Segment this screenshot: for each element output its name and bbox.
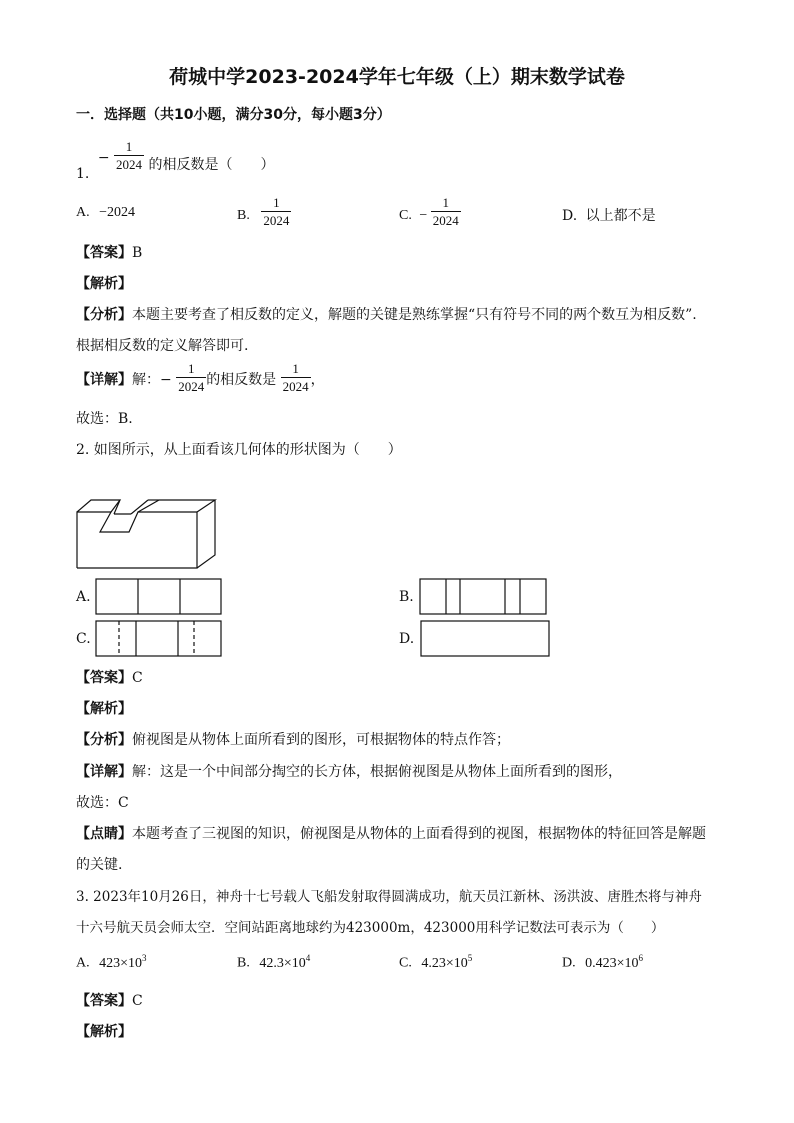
q2-option-c-label: C. — [76, 631, 91, 647]
q3-option-b — [237, 953, 310, 972]
solid-top-right — [159, 500, 215, 512]
q1-detail — [76, 360, 325, 395]
q1-option-b-den: 2024 — [263, 213, 290, 228]
answer-value: C — [132, 993, 143, 1009]
q2-comment — [76, 823, 706, 843]
q2-analysis-tag: 【解析】 — [76, 701, 132, 717]
section-heading: 一．选择题（共10小题，满分30分，每小题3分） — [76, 107, 391, 123]
q1-option-b — [237, 194, 291, 229]
detail-frac1-num: 1 — [187, 361, 195, 376]
q1-option-c-fraction — [431, 194, 461, 229]
detail-sign: − — [160, 371, 172, 388]
q1-option-b-fraction — [261, 194, 291, 229]
fenxi-tag: 【分析】 — [76, 732, 132, 748]
q1-fenxi-line2: 根据相反数的定义解答即可. — [76, 338, 249, 354]
answer-tag: 【答案】 — [76, 245, 132, 261]
q2-answer — [76, 667, 143, 687]
q2-solid-figure — [70, 495, 230, 575]
comment-text: 本题考查了三视图的知识，俯视图是从物体的上面看得到的视图，根据物体的特征回答是解题 — [132, 826, 706, 842]
comment-tag: 【点睛】 — [76, 826, 132, 842]
q1-fraction — [114, 138, 144, 173]
q1-number: 1. — [76, 165, 90, 182]
q2-option-d-label: D. — [399, 631, 415, 647]
fenxi-text: 俯视图是从物体上面所看到的图形，可根据物体的特点作答； — [132, 732, 510, 748]
detail-tag: 【详解】 — [76, 371, 132, 388]
answer-tag: 【答案】 — [76, 670, 132, 686]
q1-choose: 故选：B. — [76, 411, 133, 427]
detail-text: 解：这是一个中间部分掏空的长方体，根据俯视图是从物体上面所看到的图形， — [132, 764, 622, 780]
q1-option-a — [76, 205, 135, 221]
q1-fenxi — [76, 304, 697, 324]
q3-option-a-exp: 3 — [142, 953, 147, 963]
detail-tag: 【详解】 — [76, 764, 132, 780]
q3-option-c — [399, 953, 472, 972]
q1-analysis-tag: 【解析】 — [76, 276, 132, 292]
detail-frac1-den: 2024 — [178, 379, 205, 394]
q3-option-c-exp: 5 — [467, 953, 473, 963]
q1-option-d-label: D. — [562, 208, 578, 224]
q1-frac-den: 2024 — [116, 157, 142, 172]
q3-answer — [76, 990, 143, 1010]
q2-detail — [76, 761, 622, 781]
q1-option-a-value: −2024 — [99, 205, 136, 220]
answer-value: C — [132, 670, 143, 686]
q3-option-d-exp: 6 — [638, 953, 644, 963]
q3-option-d — [562, 953, 643, 972]
q2-choose: 故选：C — [76, 795, 129, 811]
q1-option-d — [562, 205, 656, 225]
page-title: 荷城中学2023-2024学年七年级（上）期末数学试卷 — [169, 66, 625, 88]
q1-option-b-label: B. — [237, 207, 250, 223]
q1-option-c-num: 1 — [442, 195, 449, 210]
answer-tag: 【答案】 — [76, 993, 132, 1009]
solid-front-face — [77, 512, 197, 568]
answer-value: B — [132, 245, 143, 261]
q2-comment-line2: 的关键. — [76, 857, 123, 873]
detail-fraction-2 — [281, 360, 311, 395]
detail-prefix: 解： — [132, 371, 160, 388]
detail-frac2-num: 1 — [292, 361, 299, 376]
q3-option-b-base: 42.3×10 — [259, 955, 306, 971]
q3-option-a-base: 423×10 — [99, 955, 143, 971]
q2-fenxi — [76, 729, 510, 749]
q3-option-a-label: A. — [76, 955, 90, 971]
q3-option-d-base: 0.423×10 — [585, 955, 639, 971]
detail-frac2-den: 2024 — [282, 379, 309, 394]
q1-option-b-num: 1 — [273, 195, 280, 210]
q3-option-c-label: C. — [399, 955, 412, 971]
fenxi-tag: 【分析】 — [76, 307, 132, 323]
q2-option-d-figure — [420, 620, 552, 658]
q3-option-c-base: 4.23×10 — [421, 955, 468, 971]
q1-option-c-sign: − — [419, 207, 428, 223]
q3-option-d-label: D. — [562, 955, 576, 971]
q1-option-c-den: 2024 — [432, 213, 459, 228]
q2-stem: 2. 如图所示，从上面看该几何体的形状图为（ ） — [76, 442, 402, 458]
q1-option-a-label: A. — [76, 205, 90, 220]
q1-stem — [76, 138, 275, 182]
fenxi-text: 本题主要考查了相反数的定义，解题的关键是熟练掌握“只有符号不同的两个数互为相反数”. — [132, 307, 697, 323]
q3-option-b-label: B. — [237, 955, 250, 971]
q3-stem-line2: 十六号航天员会师太空．空间站距离地球约为423000m，423000用科学记数法可表示为（ ） — [76, 920, 665, 936]
detail-mid: 的相反数是 — [206, 371, 277, 388]
q3-analysis-tag: 【解析】 — [76, 1024, 132, 1040]
q1-sign: − — [97, 149, 110, 166]
detail-end: ， — [310, 371, 325, 388]
solid-top-left — [77, 500, 120, 512]
q3-option-a — [76, 953, 147, 972]
q1-option-c — [399, 194, 461, 229]
q1-answer — [76, 242, 142, 262]
q2-option-b-label: B. — [399, 589, 414, 605]
q3-stem-line1: 3. 2023年10月26日，神舟十七号载人飞船发射取得圆满成功，航天员江新林、汤洪波、唐胜杰将与神舟 — [76, 889, 702, 905]
q2-option-a-label: A. — [76, 589, 91, 605]
q2-option-c-figure — [95, 620, 223, 658]
q1-stem-rest: 的相反数是（ ） — [148, 156, 275, 173]
q3-option-b-exp: 4 — [305, 953, 311, 963]
q2-option-b-figure — [419, 578, 549, 616]
detail-fraction-1 — [176, 360, 206, 395]
q1-option-d-value: 以上都不是 — [585, 208, 656, 224]
q2-option-a-figure — [95, 578, 223, 616]
q1-option-c-label: C. — [399, 207, 412, 223]
q1-frac-num: 1 — [125, 139, 133, 154]
